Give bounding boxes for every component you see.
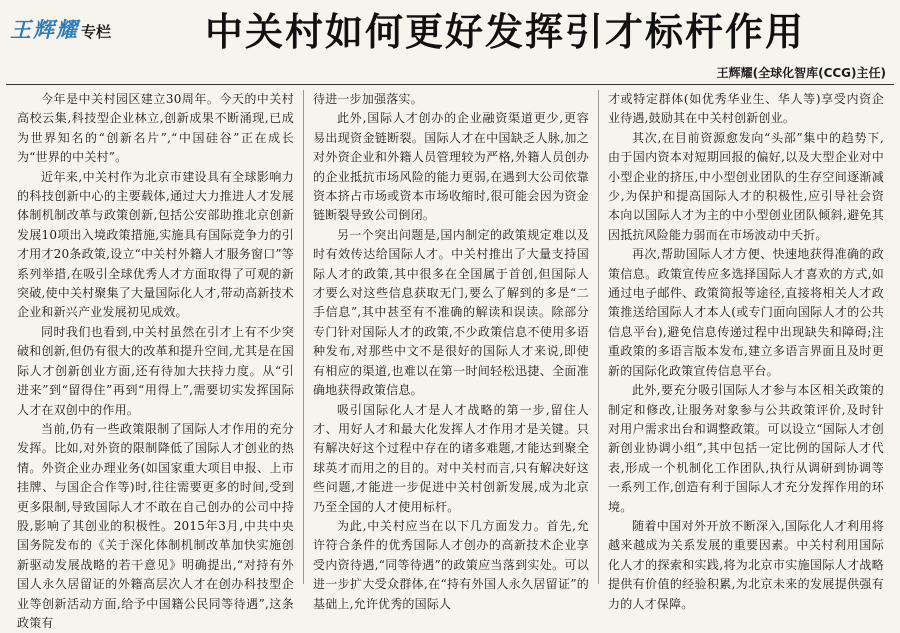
article-title: 中关村如何更好发挥引才标杆作用: [205, 10, 806, 54]
paragraph: 同时我们也看到,中关村虽然在引才上有不少突破和创新,但仍有很大的改革和提升空间,尤其是在国际人才创新创业方面,还有待加大扶持力度。从“引进来”到“留得住”再到“用得上”,需要切实发挥国际人才在双创中的作用。: [17, 324, 294, 417]
column-logo: [10, 14, 111, 44]
paragraph: 吸引国际化人才是人才战略的第一步,留住人才、用好人才和最大化发挥人才作用才是关键。只有解决好这个过程中存在的诸多难题,才能达到聚全球英才而用之的目的。对中关村而言,只有解决好这些问题,才能进一步促进中关村创新发展,成为北京乃至全国的人才使用标杆。: [313, 402, 589, 514]
paragraph: 此外,国际人才创办的企业融资渠道更少,更容易出现资金链断裂。国际人才在中国缺乏人脉,加之对外资企业和外籍人员管理较为严格,外籍人员创办的企业抵抗市场风险的能力更弱,在遇到大公司依靠资本挤占市场或资本市场收缩时,很可能会因为资金链断裂导致公司倒闭。: [313, 111, 589, 223]
paragraph: 随着中国对外开放不断深入,国际化人才利用将越来越成为关系发展的重要因素。中关村利用国际化人才的探索和实践,将为北京市实施国际人才战略提供有价值的经验积累,为北京未来的发展提供强有力的人才保障。: [608, 518, 884, 611]
column-author-name: 王辉耀: [10, 17, 79, 42]
header-divider: [6, 84, 894, 85]
paragraph: 才或特定群体(如优秀华业生、华人等)享受内资企业待遇,鼓励其在中关村创新创业。: [608, 92, 884, 126]
paragraph: 今年是中关村园区建立30周年。今天的中关村高校云集,科技型企业林立,创新成果不断涌现,已成为世界知名的“创新名片”,“中国硅谷”正在成长为“世界的中关村”。: [17, 92, 294, 165]
text-column-3: [598, 90, 893, 611]
text-column-1: [8, 90, 303, 630]
author-byline: 王辉耀(全球化智库(CCG)主任): [716, 66, 886, 80]
paragraph: 当前,仍有一些政策限制了国际人才作用的充分发挥。比如,对外资的限制降低了国际人才创业的热情。外资企业办理业务(如国家重大项目申报、上市挂牌、与国企合作等)时,往往需要更多的时间,受到更多限制,导致国际人才不敢在自己创办的公司中持股,影响了其创业的积极性。2015年3月,中共中央国务院发布的《关于深化体制机制改革加快实施创新驱动发展战略的若干意见》明确提出,“对持有外国人永久居留证的外籍高层次人才在创办科技型企业等创新活动方面,给予中国籍公民同等待遇”,这条政策有: [17, 421, 294, 630]
paragraph: 其次,在目前资源愈发向“头部”集中的趋势下,由于国内资本对短期回报的偏好,以及大型企业对中小型企业的挤压,中小型创业团队的生存空间逐渐减少,为保护和提高国际人才的积极性,应引导社会资本向以国际人才为主的中小型创业团队倾斜,避免其因抵抗风险能力弱而在市场波动中夭折。: [608, 130, 884, 242]
paragraph: 此外,要充分吸引国际人才参与本区相关政策的制定和修改,让服务对象参与公共政策评价,及时针对用户需求出台和调整政策。可以设立“国际人才创新创业协调小组”,其中包括一定比例的国际人才代表,形成一个机制化工作团队,执行从调研到协调等一系列工作,创造有利于国际人才充分发挥作用的环境。: [608, 383, 884, 514]
article-body: [8, 90, 894, 630]
paragraph: 再次,帮助国际人才方便、快速地获得准确的政策信息。政策宣传应多选择国际人才喜欢的方式,如通过电子邮件、政策简报等途径,直接将相关人才政策推送给国际人才本人(或专门面向国际人才的公共信息平台),避免信息传递过程中出现缺失和障碍;注重政策的多语言版本发布,建立多语言界面且及时更新的国际化政策宣传信息平台。: [608, 247, 884, 378]
text-column-2: [303, 90, 598, 611]
paragraph: 另一个突出问题是,国内制定的政策规定难以及时有效传达给国际人才。中关村推出了大量支持国际人才的政策,其中很多在全国属于首创,但国际人才要么对这些信息获取无门,要么了解到的多是“二手信息”,其中甚至有不准确的解读和误读。除部分专门针对国际人才的政策,不少政策信息不使用多语种发布,对那些中文不是很好的国际人才来说,即使有相应的渠道,也难以在第一时间轻松迅捷、全面准确地获得政策信息。: [313, 227, 589, 398]
paragraph: 近年来,中关村作为北京市建设具有全球影响力的科技创新中心的主要载体,通过大力推进人才发展体制机制改革与政策创新,包括公安部助推北京创新发展10项出入境政策措施,实施具有国际竞争力的引才用才20条政策,设立“中关村外籍人才服务窗口”等系列举措,在吸引全球优秀人才方面取得了可观的新突破,使中关村聚集了大量国际化人才,带动高新技术企业和新兴产业发展初见成效。: [17, 169, 294, 320]
column-tag: 专栏: [81, 23, 112, 41]
paragraph: 为此,中关村应当在以下几方面发力。首先,允许符合条件的优秀国际人才创办的高新技术企业享受内资待遇,“同等待遇”的政策应当落到实处。可以进一步扩大受众群体,在“持有外国人永久居留证”的基础上,允许优秀的国际人: [313, 518, 589, 611]
masthead: [0, 0, 900, 80]
paragraph: 待进一步加强落实。: [313, 92, 423, 106]
